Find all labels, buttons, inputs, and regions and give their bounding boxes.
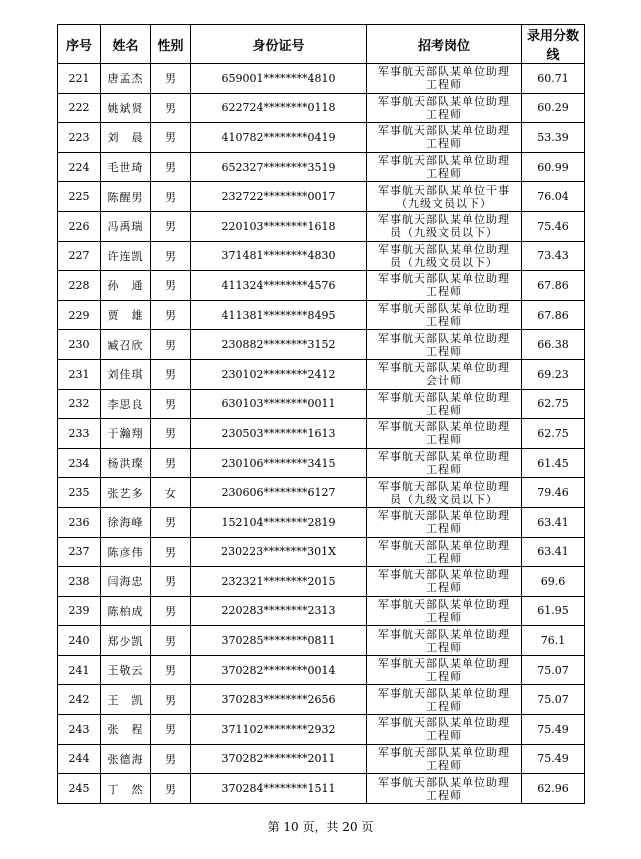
cell-name: 陈柏成 <box>101 596 151 626</box>
cell-name: 于瀚翔 <box>101 419 151 449</box>
cell-position: 军事航天部队某单位助理工程师 <box>367 537 522 567</box>
cell-index: 226 <box>58 211 101 241</box>
cell-name: 丁 然 <box>101 774 151 804</box>
cell-gender: 男 <box>151 123 191 153</box>
table-row <box>58 478 585 508</box>
cell-id-number: 370284********1511 <box>191 774 367 804</box>
cell-id-number: 230503********1613 <box>191 419 367 449</box>
cell-score: 62.75 <box>522 389 585 419</box>
table-row <box>58 123 585 153</box>
cell-position: 军事航天部队某单位助理员（九级文员以下） <box>367 211 522 241</box>
cell-gender: 男 <box>151 359 191 389</box>
cell-id-number: 410782********0419 <box>191 123 367 153</box>
cell-name: 冯禹瑞 <box>101 211 151 241</box>
cell-name: 刘 晨 <box>101 123 151 153</box>
cell-score: 66.38 <box>522 330 585 360</box>
cell-position: 军事航天部队某单位助理工程师 <box>367 596 522 626</box>
header-position: 招考岗位 <box>367 25 522 64</box>
cell-position: 军事航天部队某单位助理工程师 <box>367 330 522 360</box>
cell-gender: 男 <box>151 182 191 212</box>
cell-position: 军事航天部队某单位助理工程师 <box>367 419 522 449</box>
cell-name: 闫海忠 <box>101 567 151 597</box>
cell-score: 75.49 <box>522 715 585 745</box>
cell-id-number: 411324********4576 <box>191 271 367 301</box>
cell-gender: 男 <box>151 744 191 774</box>
cell-gender: 男 <box>151 389 191 419</box>
table-row <box>58 715 585 745</box>
table-row <box>58 241 585 271</box>
cell-position: 军事航天部队某单位助理工程师 <box>367 271 522 301</box>
header-index: 序号 <box>58 25 101 64</box>
cell-gender: 男 <box>151 300 191 330</box>
table-row <box>58 596 585 626</box>
cell-id-number: 232722********0017 <box>191 182 367 212</box>
cell-id-number: 370285********0811 <box>191 626 367 656</box>
header-score: 录用分数线 <box>522 25 585 64</box>
cell-score: 73.43 <box>522 241 585 271</box>
cell-index: 233 <box>58 419 101 449</box>
cell-index: 231 <box>58 359 101 389</box>
cell-position: 军事航天部队某单位助理工程师 <box>367 567 522 597</box>
cell-gender: 男 <box>151 685 191 715</box>
table-row <box>58 448 585 478</box>
cell-name: 王敬云 <box>101 655 151 685</box>
cell-score: 75.07 <box>522 685 585 715</box>
cell-position: 军事航天部队某单位助理工程师 <box>367 507 522 537</box>
cell-name: 毛世琦 <box>101 152 151 182</box>
cell-id-number: 220283********2313 <box>191 596 367 626</box>
cell-index: 224 <box>58 152 101 182</box>
cell-name: 张艺多 <box>101 478 151 508</box>
cell-index: 241 <box>58 655 101 685</box>
cell-index: 222 <box>58 93 101 123</box>
cell-position: 军事航天部队某单位干事（九级文员以下） <box>367 182 522 212</box>
cell-name: 李思良 <box>101 389 151 419</box>
cell-index: 243 <box>58 715 101 745</box>
cell-gender: 男 <box>151 64 191 94</box>
cell-position: 军事航天部队某单位助理工程师 <box>367 685 522 715</box>
cell-score: 61.45 <box>522 448 585 478</box>
cell-score: 60.29 <box>522 93 585 123</box>
cell-index: 240 <box>58 626 101 656</box>
table-row <box>58 182 585 212</box>
cell-score: 79.46 <box>522 478 585 508</box>
cell-score: 63.41 <box>522 537 585 567</box>
cell-index: 229 <box>58 300 101 330</box>
cell-name: 孙 通 <box>101 271 151 301</box>
cell-id-number: 622724********0118 <box>191 93 367 123</box>
cell-index: 225 <box>58 182 101 212</box>
cell-name: 刘佳琪 <box>101 359 151 389</box>
cell-position: 军事航天部队某单位助理工程师 <box>367 93 522 123</box>
cell-position: 军事航天部队某单位助理工程师 <box>367 655 522 685</box>
cell-score: 67.86 <box>522 300 585 330</box>
table-row <box>58 655 585 685</box>
cell-id-number: 220103********1618 <box>191 211 367 241</box>
cell-name: 张德海 <box>101 744 151 774</box>
cell-position: 军事航天部队某单位助理员（九级文员以下） <box>367 241 522 271</box>
cell-index: 239 <box>58 596 101 626</box>
cell-index: 228 <box>58 271 101 301</box>
table-row <box>58 300 585 330</box>
cell-name: 张 程 <box>101 715 151 745</box>
table-row <box>58 537 585 567</box>
cell-score: 60.99 <box>522 152 585 182</box>
table-row <box>58 419 585 449</box>
cell-gender: 男 <box>151 419 191 449</box>
cell-name: 许连凯 <box>101 241 151 271</box>
cell-index: 245 <box>58 774 101 804</box>
cell-gender: 男 <box>151 537 191 567</box>
cell-gender: 男 <box>151 330 191 360</box>
cell-gender: 男 <box>151 93 191 123</box>
header-name: 姓名 <box>101 25 151 64</box>
cell-name: 姚斌贤 <box>101 93 151 123</box>
cell-score: 67.86 <box>522 271 585 301</box>
cell-id-number: 371102********2932 <box>191 715 367 745</box>
cell-gender: 男 <box>151 626 191 656</box>
table-row <box>58 271 585 301</box>
cell-index: 227 <box>58 241 101 271</box>
results-table <box>57 24 585 804</box>
cell-index: 235 <box>58 478 101 508</box>
cell-index: 234 <box>58 448 101 478</box>
cell-gender: 男 <box>151 211 191 241</box>
table-row <box>58 626 585 656</box>
cell-id-number: 630103********0011 <box>191 389 367 419</box>
cell-gender: 男 <box>151 152 191 182</box>
table-row <box>58 774 585 804</box>
cell-score: 61.95 <box>522 596 585 626</box>
cell-gender: 男 <box>151 655 191 685</box>
table-row <box>58 211 585 241</box>
cell-score: 60.71 <box>522 64 585 94</box>
cell-index: 244 <box>58 744 101 774</box>
cell-score: 75.07 <box>522 655 585 685</box>
cell-id-number: 370282********2011 <box>191 744 367 774</box>
cell-position: 军事航天部队某单位助理工程师 <box>367 389 522 419</box>
cell-index: 236 <box>58 507 101 537</box>
table-row <box>58 744 585 774</box>
table-body <box>58 64 585 804</box>
cell-score: 75.46 <box>522 211 585 241</box>
cell-score: 63.41 <box>522 507 585 537</box>
cell-id-number: 230223********301X <box>191 537 367 567</box>
cell-id-number: 232321********2015 <box>191 567 367 597</box>
cell-name: 臧召欣 <box>101 330 151 360</box>
cell-score: 75.49 <box>522 744 585 774</box>
cell-id-number: 230102********2412 <box>191 359 367 389</box>
cell-id-number: 370283********2656 <box>191 685 367 715</box>
cell-position: 军事航天部队某单位助理工程师 <box>367 626 522 656</box>
table-row <box>58 152 585 182</box>
table-row <box>58 359 585 389</box>
table-row <box>58 567 585 597</box>
cell-name: 郑少凯 <box>101 626 151 656</box>
cell-score: 69.6 <box>522 567 585 597</box>
cell-gender: 男 <box>151 774 191 804</box>
cell-index: 242 <box>58 685 101 715</box>
page-number: 第 10 页，共 20 页 <box>267 820 374 834</box>
cell-id-number: 152104********2819 <box>191 507 367 537</box>
header-id-number: 身份证号 <box>191 25 367 64</box>
cell-name: 杨洪璨 <box>101 448 151 478</box>
table-row <box>58 685 585 715</box>
cell-name: 贾 雄 <box>101 300 151 330</box>
cell-id-number: 230106********3415 <box>191 448 367 478</box>
cell-gender: 男 <box>151 715 191 745</box>
cell-index: 232 <box>58 389 101 419</box>
cell-gender: 男 <box>151 596 191 626</box>
cell-score: 62.96 <box>522 774 585 804</box>
cell-score: 76.1 <box>522 626 585 656</box>
cell-position: 军事航天部队某单位助理会计师 <box>367 359 522 389</box>
table-row <box>58 93 585 123</box>
cell-gender: 男 <box>151 567 191 597</box>
header-row <box>58 25 585 64</box>
cell-id-number: 411381********8495 <box>191 300 367 330</box>
table-row <box>58 389 585 419</box>
cell-id-number: 370282********0014 <box>191 655 367 685</box>
cell-score: 76.04 <box>522 182 585 212</box>
cell-id-number: 652327********3519 <box>191 152 367 182</box>
cell-position: 军事航天部队某单位助理工程师 <box>367 123 522 153</box>
cell-position: 军事航天部队某单位助理工程师 <box>367 64 522 94</box>
cell-name: 陈彦伟 <box>101 537 151 567</box>
cell-position: 军事航天部队某单位助理工程师 <box>367 774 522 804</box>
cell-index: 238 <box>58 567 101 597</box>
table-row <box>58 330 585 360</box>
cell-id-number: 659001********4810 <box>191 64 367 94</box>
table-row <box>58 64 585 94</box>
cell-position: 军事航天部队某单位助理员（九级文员以下） <box>367 478 522 508</box>
cell-position: 军事航天部队某单位助理工程师 <box>367 152 522 182</box>
header-gender: 性别 <box>151 25 191 64</box>
cell-name: 王 凯 <box>101 685 151 715</box>
cell-gender: 男 <box>151 448 191 478</box>
cell-gender: 女 <box>151 478 191 508</box>
cell-position: 军事航天部队某单位助理工程师 <box>367 715 522 745</box>
cell-index: 221 <box>58 64 101 94</box>
cell-index: 223 <box>58 123 101 153</box>
cell-position: 军事航天部队某单位助理工程师 <box>367 300 522 330</box>
cell-score: 53.39 <box>522 123 585 153</box>
cell-id-number: 230882********3152 <box>191 330 367 360</box>
cell-position: 军事航天部队某单位助理工程师 <box>367 448 522 478</box>
cell-name: 唐孟杰 <box>101 64 151 94</box>
cell-score: 69.23 <box>522 359 585 389</box>
cell-gender: 男 <box>151 507 191 537</box>
cell-index: 230 <box>58 330 101 360</box>
cell-id-number: 371481********4830 <box>191 241 367 271</box>
cell-name: 徐海峰 <box>101 507 151 537</box>
cell-position: 军事航天部队某单位助理工程师 <box>367 744 522 774</box>
cell-id-number: 230606********6127 <box>191 478 367 508</box>
cell-gender: 男 <box>151 271 191 301</box>
cell-name: 陈醒男 <box>101 182 151 212</box>
cell-score: 62.75 <box>522 419 585 449</box>
table-row <box>58 507 585 537</box>
cell-gender: 男 <box>151 241 191 271</box>
cell-index: 237 <box>58 537 101 567</box>
